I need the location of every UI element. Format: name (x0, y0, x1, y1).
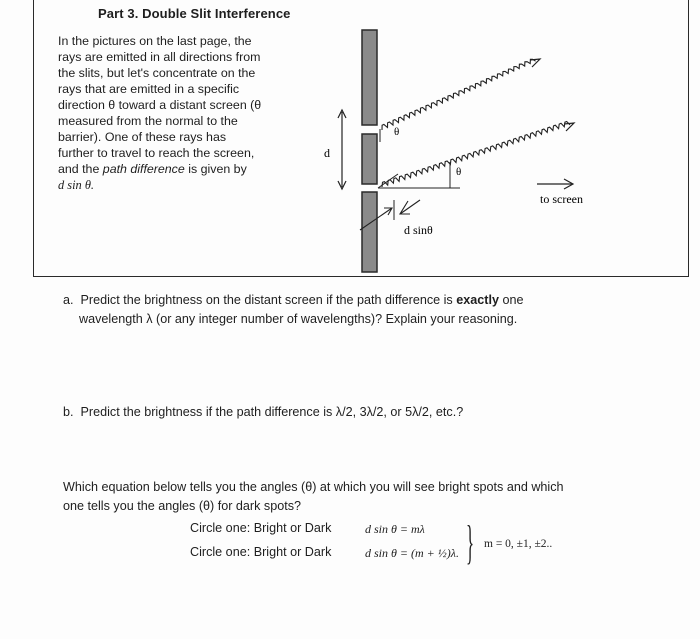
intro-line: rays that are emitted in a specific (58, 82, 240, 96)
lower-wave-ray (382, 122, 570, 188)
intro-line: the slits, but let's concentrate on the (58, 66, 256, 80)
equation-dark: d sin θ = (m + ½)λ. (365, 546, 459, 560)
m-values: m = 0, ±1, ±2.. (484, 538, 553, 550)
question-c-line-1: Which equation below tells you the angles (θ) at which you will see bright spots and which (63, 480, 564, 494)
question-c (63, 478, 564, 516)
intro-line: and the path difference is given by (58, 162, 247, 176)
question-b-text: Predict the brightness if the path difference is λ/2, 3λ/2, or 5λ/2, etc.? (80, 405, 464, 419)
question-a-text-2: wavelength λ (or any integer number of wavelengths)? Explain your reasoning. (79, 312, 518, 326)
question-a-emphasis: exactly (456, 293, 499, 307)
question-b-prefix: b. (63, 405, 74, 419)
d-label: d (324, 146, 330, 160)
right-brace: } (466, 516, 475, 569)
question-a-text-1: Predict the brightness on the distant screen if the path difference is (80, 293, 457, 307)
to-screen-label: to screen (540, 192, 583, 206)
intro-line: barrier). One of these rays has (58, 130, 227, 144)
double-slit-diagram (324, 22, 630, 282)
barrier-middle (362, 134, 377, 184)
question-a-text-1b: one (498, 293, 524, 307)
question-b (63, 405, 463, 419)
upper-wave-ray (382, 59, 536, 130)
intro-formula: d sin θ. (58, 178, 95, 192)
intro-line: measured from the normal to the (58, 114, 238, 128)
intro-line: direction θ toward a distant screen (θ (58, 98, 262, 112)
question-a-prefix: a. (63, 293, 74, 307)
barrier-top (362, 30, 377, 125)
theta-lower-label: θ (456, 166, 462, 178)
equation-bright: d sin θ = mλ (365, 522, 425, 536)
intro-line: In the pictures on the last page, the (58, 34, 252, 48)
intro-line: rays are emitted in all directions from (58, 50, 261, 64)
dsin-left-arrowhead-icon (384, 208, 392, 215)
question-c-line-2: one tells you the angles (θ) for dark spots? (63, 499, 302, 513)
question-a (63, 291, 523, 329)
intro-paragraph (58, 33, 308, 193)
intro-italic-term: path difference (102, 162, 185, 176)
circle-row-bright-dark[interactable]: Circle one: Bright or Dark (190, 545, 332, 559)
intro-line: further to travel to reach the screen, (58, 146, 255, 160)
circle-row-bright-dark[interactable]: Circle one: Bright or Dark (190, 521, 332, 535)
barrier-bottom (362, 192, 377, 272)
theta-upper-label: θ (394, 126, 400, 138)
dsin-right-arrow (400, 200, 420, 214)
section-title: Part 3. Double Slit Interference (98, 6, 291, 21)
dsin-label: d sinθ (404, 223, 433, 237)
